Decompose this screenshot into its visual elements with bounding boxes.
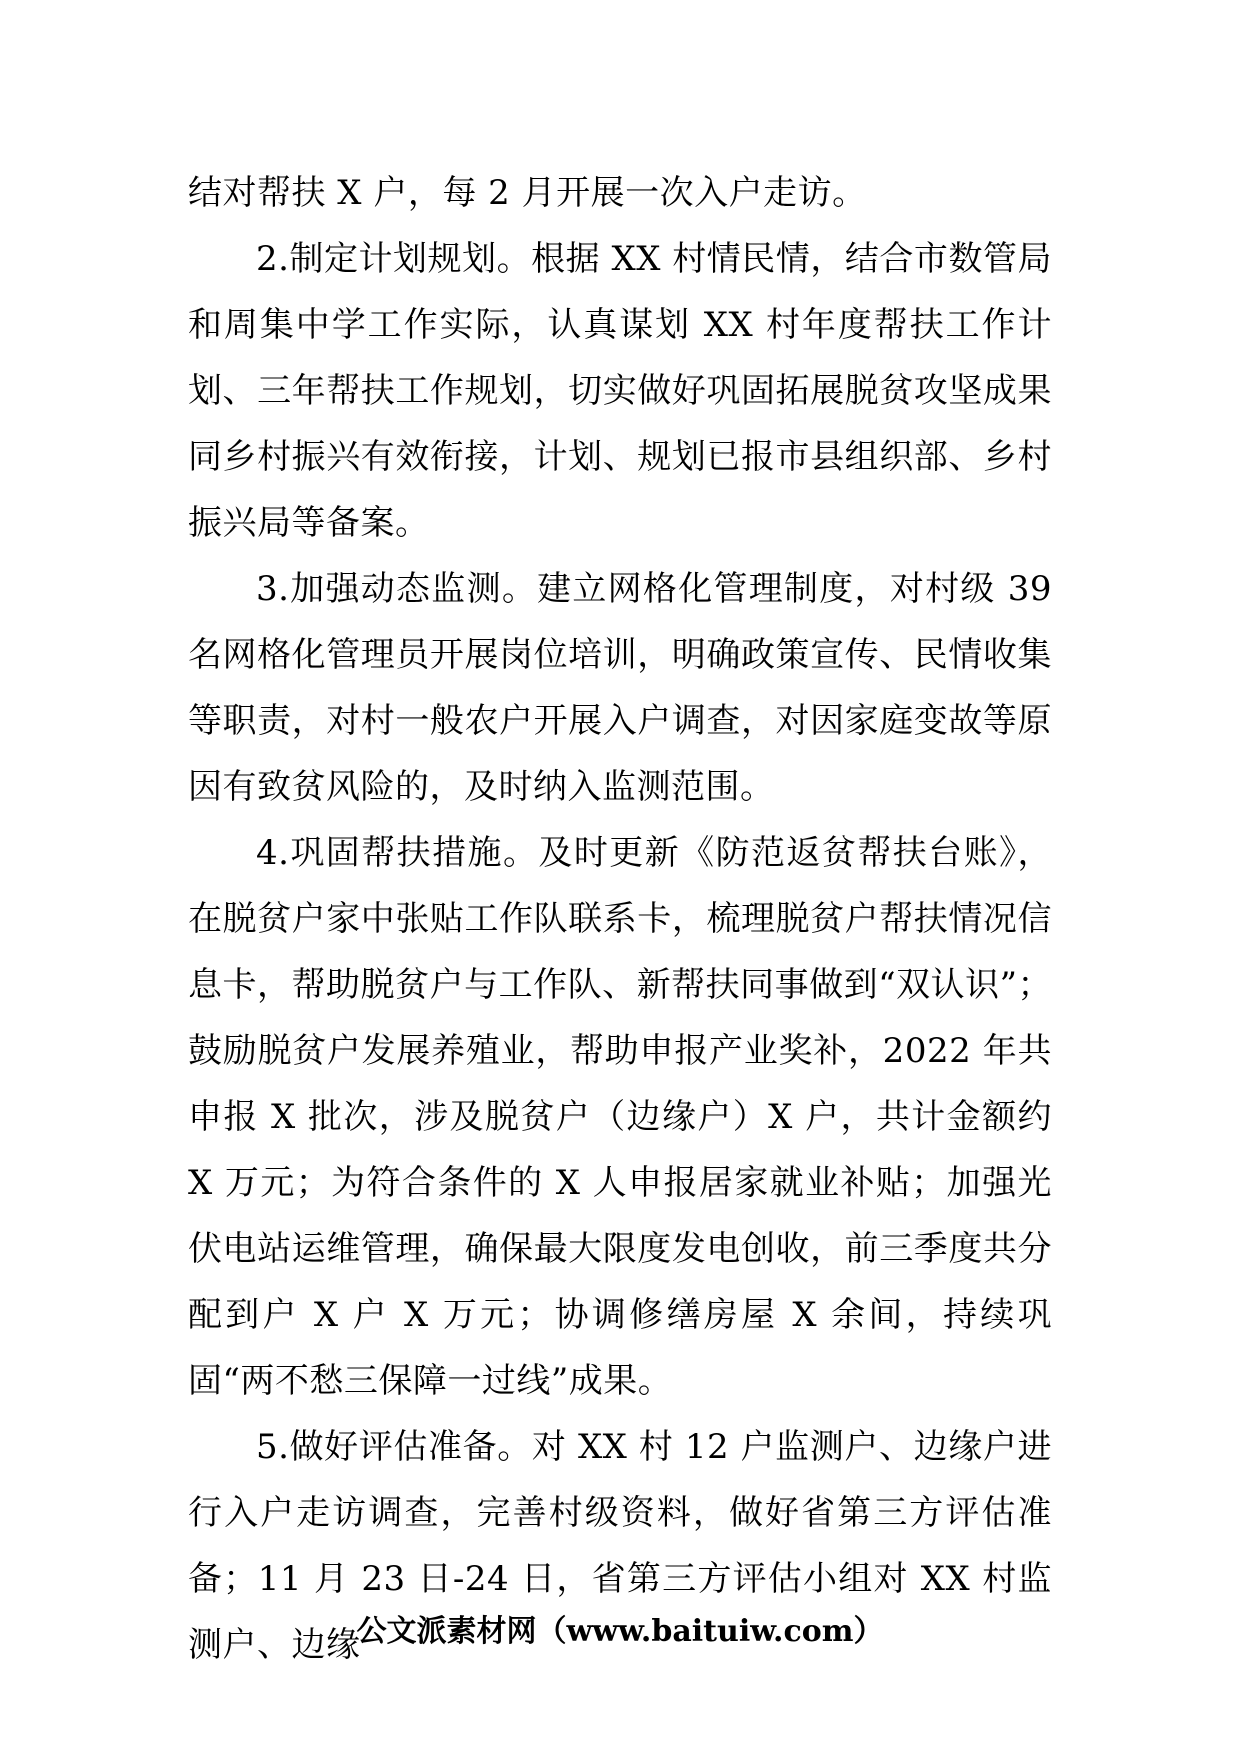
paragraph-measures: 4.巩固帮扶措施。及时更新《防范返贫帮扶台账》，在脱贫户家中张贴工作队联系卡，梳理脱贫户帮扶情况信息卡，帮助脱贫户与工作队、新帮扶同事做到“双认识”；鼓励脱贫户发展养殖业，帮助申报产业奖补，2022 年共申报 X 批次，涉及脱贫户（边缘户）X 户，共计金额约 X 万元；为符合条件的 X 人申报居家就业补贴；加强光伏电站运维管理，确保最大限度发电创收，前三季度共分配到户 X 户 X 万元；协调修缮房屋 X 余间，持续巩固“两不愁三保障一过线”成果。 <box>188 833 1052 1401</box>
paragraph-monitoring: 3.加强动态监测。建立网格化管理制度，对村级 39 名网格化管理员开展岗位培训，明确政策宣传、民情收集等职责，对村一般农户开展入户调查，对因家庭变故等原因有致贫风险的，及时纳入监测范围。 <box>188 569 1052 807</box>
document-body <box>188 160 1052 1678</box>
footer-watermark: 公文派素材网（www.baituiw.com） <box>356 1614 884 1649</box>
paragraph-evaluation: 5.做好评估准备。对 XX 村 12 户监测户、边缘户进行入户走访调查，完善村级资料，做好省第三方评估准备；11 月 23 日-24 日，省第三方评估小组对 XX 村监测户、边缘 <box>188 1427 1052 1665</box>
paragraph-continuation: 结对帮扶 X 户，每 2 月开展一次入户走访。 <box>188 173 867 213</box>
paragraph-plan: 2.制定计划规划。根据 XX 村情民情，结合市数管局和周集中学工作实际，认真谋划 XX 村年度帮扶工作计划、三年帮扶工作规划，切实做好巩固拓展脱贫攻坚成果同乡村振兴有效衔接，计划、规划已报市县组织部、乡村振兴局等备案。 <box>188 239 1052 543</box>
